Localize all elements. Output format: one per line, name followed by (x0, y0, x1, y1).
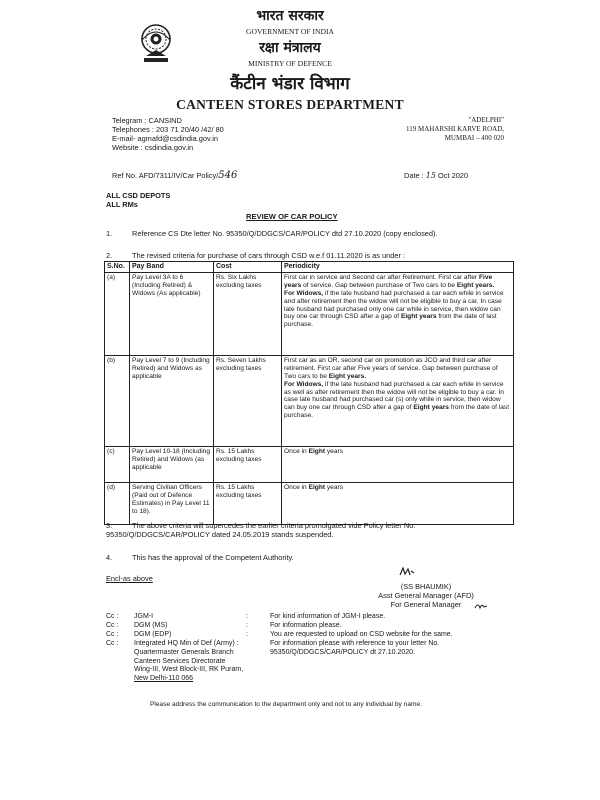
initials-mark (473, 601, 489, 611)
hindi-dept: कैंटीन भंडार विभाग (230, 74, 350, 94)
periodicity-para (284, 357, 511, 381)
cc-purpose: For information please. (270, 622, 342, 629)
text: First car in service and Second car after Retirement. First car after (284, 273, 479, 281)
emphasis: Eight (308, 447, 326, 455)
text: Once in (284, 447, 309, 455)
date-label: Date : (404, 171, 424, 180)
table-header-row (105, 262, 514, 273)
telephones: Telephones : 203 71 20/40 /42/ 80 (112, 125, 224, 134)
text: from the date of last purchase. (284, 404, 510, 420)
table-row (105, 446, 514, 482)
cc-to: Integrated HQ Min of Def (Army) : (134, 640, 239, 647)
hindi-ministry: रक्षा मंत्रालय (259, 40, 321, 56)
cc-label: Cc : (106, 631, 119, 638)
text: if the late husband had purchased a car each while in service and after retirement then the widow will not be eligible to buy a car. In case late husband had purchased only one car while in service, then widow can buy one car through CSD after a gap of (284, 289, 504, 321)
address-line2: 119 MAHARSHI KARVE ROAD, (406, 125, 504, 133)
text: years (325, 447, 344, 455)
dept-name: CANTEEN STORES DEPARTMENT (176, 97, 404, 112)
address-line1: "ADELPHI" (468, 116, 504, 124)
emphasis: Five years (284, 273, 493, 289)
row-periodicity (282, 355, 514, 446)
row-sno: (c) (105, 446, 130, 482)
cc-purpose: You are requested to upload on CSD website for the same. (270, 631, 453, 638)
row-periodicity (282, 446, 514, 482)
para-1-text: Reference CS Dte letter No. 95350/Q/DDGCS/CAR/POLICY dtd 27.10.2020 (copy enclosed). (132, 229, 438, 238)
cc-purpose: For kind information of JGM-I please. (270, 613, 386, 620)
row-pay-band: Pay Level 3A to 6 (Including Retired) & Widows (As applicable) (130, 272, 214, 355)
ref-prefix: Ref No. AFD/7311/IV/Car Policy/ (112, 171, 219, 180)
cc-to: DGM (MS) (134, 622, 168, 629)
para-2-num: 2. (106, 251, 113, 260)
cc-to: JGM-I (134, 613, 154, 620)
subject: REVIEW OF CAR POLICY (246, 212, 338, 221)
header-pay-band: Pay Band (130, 262, 214, 273)
row-pay-band: Pay Level 10-18 (Including Retired) and Widows (as applicable (130, 446, 214, 482)
emphasis: Eight years. (456, 281, 495, 289)
recipient-rms: ALL RMs (106, 200, 138, 209)
para-2-text: The revised criteria for purchase of cars through CSD w.e.f 01.11.2020 is as under : (132, 251, 406, 260)
policy-table (104, 261, 514, 525)
row-periodicity (282, 482, 514, 524)
recipient-depots: ALL CSD DEPOTS (106, 191, 171, 200)
para-3-line2: 95350/Q/DDGCS/CAR/POLICY dated 24.05.2019 stands suspended. (106, 530, 334, 539)
address-line3: MUMBAI – 400 020 (444, 134, 504, 142)
para-4-num: 4. (106, 553, 113, 562)
signature-mark (398, 566, 416, 578)
cc-label: Cc : (106, 640, 119, 647)
row-cost: Rs. Six Lakhs excluding taxes (214, 272, 282, 355)
text: of service. Gap between purchase of Two cars to be (301, 281, 457, 289)
row-cost: Rs. 15 Lakhs excluding taxes (214, 446, 282, 482)
address-block (372, 116, 504, 143)
website: Website : csdindia.gov.in (112, 143, 194, 152)
table-row (105, 355, 514, 446)
cc-label: Cc : (106, 613, 119, 620)
row-pay-band: Serving Civilian Officers (Paid out of Defence Estimates) in Pay Level 11 to 18). (130, 482, 214, 524)
text: if the late husband had purchased a car each while in service as well as after retirement then the widow will not be eligible to buy a car. In case late husband had purchased car (s) only while in service, then widow can buy one car through CSD after a gap of (284, 380, 504, 412)
signatory-name: (SS BHAUMIK) (400, 582, 452, 591)
table-row (105, 482, 514, 524)
header-sno: S.No. (105, 262, 130, 273)
row-sno: (d) (105, 482, 130, 524)
text: from the date of last purchase. (284, 313, 497, 329)
table-row (105, 272, 514, 355)
row-cost: Rs. Seven Lakhs excluding taxes (214, 355, 282, 446)
recipients (106, 191, 306, 209)
cc-addr-line1: Quartermaster Generals Branch (134, 649, 234, 656)
emphasis: Eight years. (328, 372, 367, 380)
signatory-for: For General Manager (390, 600, 462, 609)
contact-block (112, 116, 332, 152)
para-3-line1: The above criteria will supercedes the earlier criteria promulgated vide Policy letter No. (132, 521, 416, 530)
text: Once in (284, 483, 309, 491)
date-rest: Oct 2020 (438, 171, 469, 180)
ref-number (112, 171, 312, 180)
periodicity-para (284, 274, 511, 290)
email: E-mail- agmafd@csdindia.gov.in (112, 134, 218, 143)
ref-handwritten-number: 546 (218, 170, 238, 181)
row-periodicity (282, 272, 514, 355)
text: First car as an OR, second car on promotion as JCO and third car after retirement. First car after Five years of service. Gap between purchase of Two cars to be (284, 356, 498, 380)
emphasis: Eight years (413, 404, 449, 412)
cc-purpose: For information please with reference to your letter No. (270, 640, 440, 647)
row-sno: (b) (105, 355, 130, 446)
cc-label: Cc : (106, 622, 119, 629)
row-pay-band: Pay Level 7 to 9 (Including Retired) and Widows as applicable (130, 355, 214, 446)
govt-of-india: GOVERNMENT OF INDIA (245, 27, 335, 36)
cc-colon: : (246, 613, 248, 620)
cc-addr-line3: Wing-III, West Block-III, RK Puram, (134, 666, 244, 674)
enclosure: Encl-as above (106, 574, 153, 583)
cc-purpose-continued: 95350/Q/DDGCS/CAR/POLICY dt 27.10.2020. (270, 649, 416, 656)
cc-addr-line2: Canteen Services Directorate (134, 657, 226, 665)
cc-colon: : (246, 631, 248, 638)
date-day: 15 (425, 171, 436, 180)
cc-row (106, 631, 526, 640)
emblem-logo (136, 20, 176, 66)
row-sno: (a) (105, 272, 130, 355)
para-4-text: This has the approval of the Competent Authority. (132, 553, 294, 562)
widows-para (284, 290, 511, 330)
header-periodicity: Periodicity (282, 262, 514, 273)
header-cost: Cost (214, 262, 282, 273)
para-4 (106, 553, 526, 562)
para-2 (106, 251, 526, 260)
telegram: Telegram : CANSIND (112, 116, 182, 125)
text: years (325, 483, 344, 491)
para-1 (106, 229, 526, 238)
cc-row (106, 622, 526, 631)
cc-addr-line4: New Delhi-110 066 (134, 674, 194, 682)
emphasis: For Widows, (284, 380, 324, 388)
para-3 (106, 521, 526, 539)
cc-row (106, 613, 526, 622)
row-cost: Rs. 15 Lakhs excluding taxes (214, 482, 282, 524)
emphasis: Eight (308, 483, 326, 491)
footer-note: Please address the communication to the department only and not to any individual by name. (150, 701, 422, 708)
cc-row-extra (106, 649, 526, 689)
widows-para (284, 381, 511, 421)
para-1-num: 1. (106, 229, 113, 238)
hindi-govt: भारत सरकार (256, 8, 324, 24)
signatory-title: Asst General Manager (AFD) (378, 591, 474, 600)
para-3-num: 3. (106, 521, 113, 530)
emphasis: For Widows, (284, 289, 324, 297)
cc-to: DGM (EDP) (134, 631, 172, 638)
emphasis: Eight years (400, 313, 437, 321)
date (404, 171, 514, 180)
cc-colon: : (246, 622, 248, 629)
cc-row (106, 640, 526, 649)
ministry-of-defence: MINISTRY OF DEFENCE (248, 59, 332, 68)
